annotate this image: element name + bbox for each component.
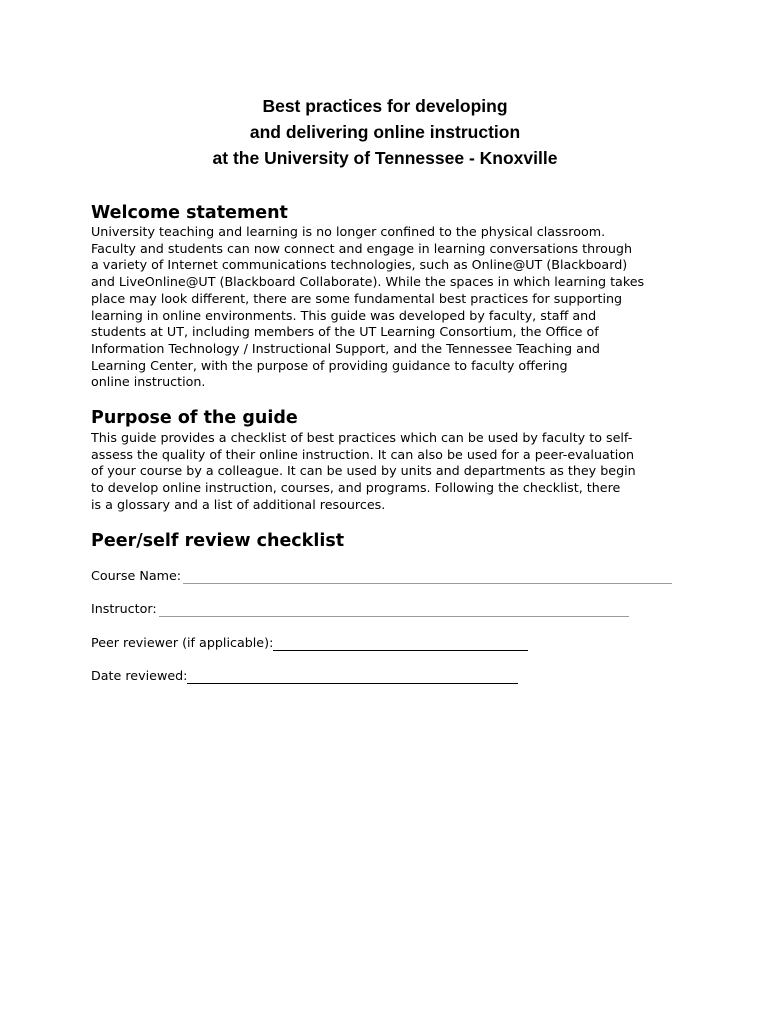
purpose-heading: Purpose of the guide [91, 408, 298, 428]
welcome-paragraph [91, 224, 644, 391]
title-line-1: Best practices for developing [262, 96, 508, 116]
welcome-heading: Welcome statement [91, 203, 288, 223]
welcome-line: and LiveOnline@UT (Blackboard Collaborate). While the spaces in which learning takes [91, 274, 645, 290]
welcome-line: University teaching and learning is no longer confined to the physical classroom. [91, 224, 606, 239]
checklist-heading: Peer/self review checklist [91, 531, 345, 551]
course-name-field [91, 568, 672, 584]
date-reviewed-field [91, 668, 518, 684]
purpose-line: This guide provides a checklist of best practices which can be used by faculty to self- [91, 430, 633, 445]
purpose-paragraph [91, 430, 636, 514]
date-reviewed-blank[interactable] [187, 671, 518, 684]
instructor-field [91, 601, 629, 617]
welcome-line: Faculty and students can now connect and engage in learning conversations through [91, 240, 633, 256]
welcome-line: learning in online environments. This guide was developed by faculty, staff and [91, 307, 597, 323]
title-line-2: and delivering online instruction [249, 122, 521, 142]
purpose-line: is a glossary and a list of additional resources. [91, 496, 386, 512]
welcome-line: Learning Center, with the purpose of providing guidance to faculty offering [91, 357, 568, 373]
peer-reviewer-label: Peer reviewer (if applicable): [91, 635, 274, 650]
title-line-3: at the University of Tennessee - Knoxville [212, 148, 558, 168]
purpose-line: assess the quality of their online instruction. It can also be used for a peer-evaluation [91, 446, 635, 462]
welcome-line: online instruction. [91, 374, 206, 390]
document-title [0, 93, 770, 171]
instructor-blank[interactable] [159, 604, 629, 617]
welcome-line: students at UT, including members of the UT Learning Consortium, the Office of [91, 324, 599, 340]
course-name-blank[interactable] [183, 571, 672, 584]
welcome-line: a variety of Internet communications technologies, such as Online@UT (Blackboard) [91, 257, 628, 273]
date-reviewed-label: Date reviewed: [91, 668, 188, 683]
peer-reviewer-field [91, 635, 528, 651]
purpose-line: to develop online instruction, courses, and programs. Following the checklist, there [91, 480, 621, 496]
purpose-line: of your course by a colleague. It can be used by units and departments as they begin [91, 463, 636, 479]
course-name-label: Course Name: [91, 568, 182, 583]
welcome-line: Information Technology / Instructional Support, and the Tennessee Teaching and [91, 340, 600, 356]
welcome-line: place may look different, there are some fundamental best practices for supporting [91, 290, 623, 306]
instructor-label: Instructor: [91, 601, 157, 616]
peer-reviewer-blank[interactable] [273, 638, 528, 651]
